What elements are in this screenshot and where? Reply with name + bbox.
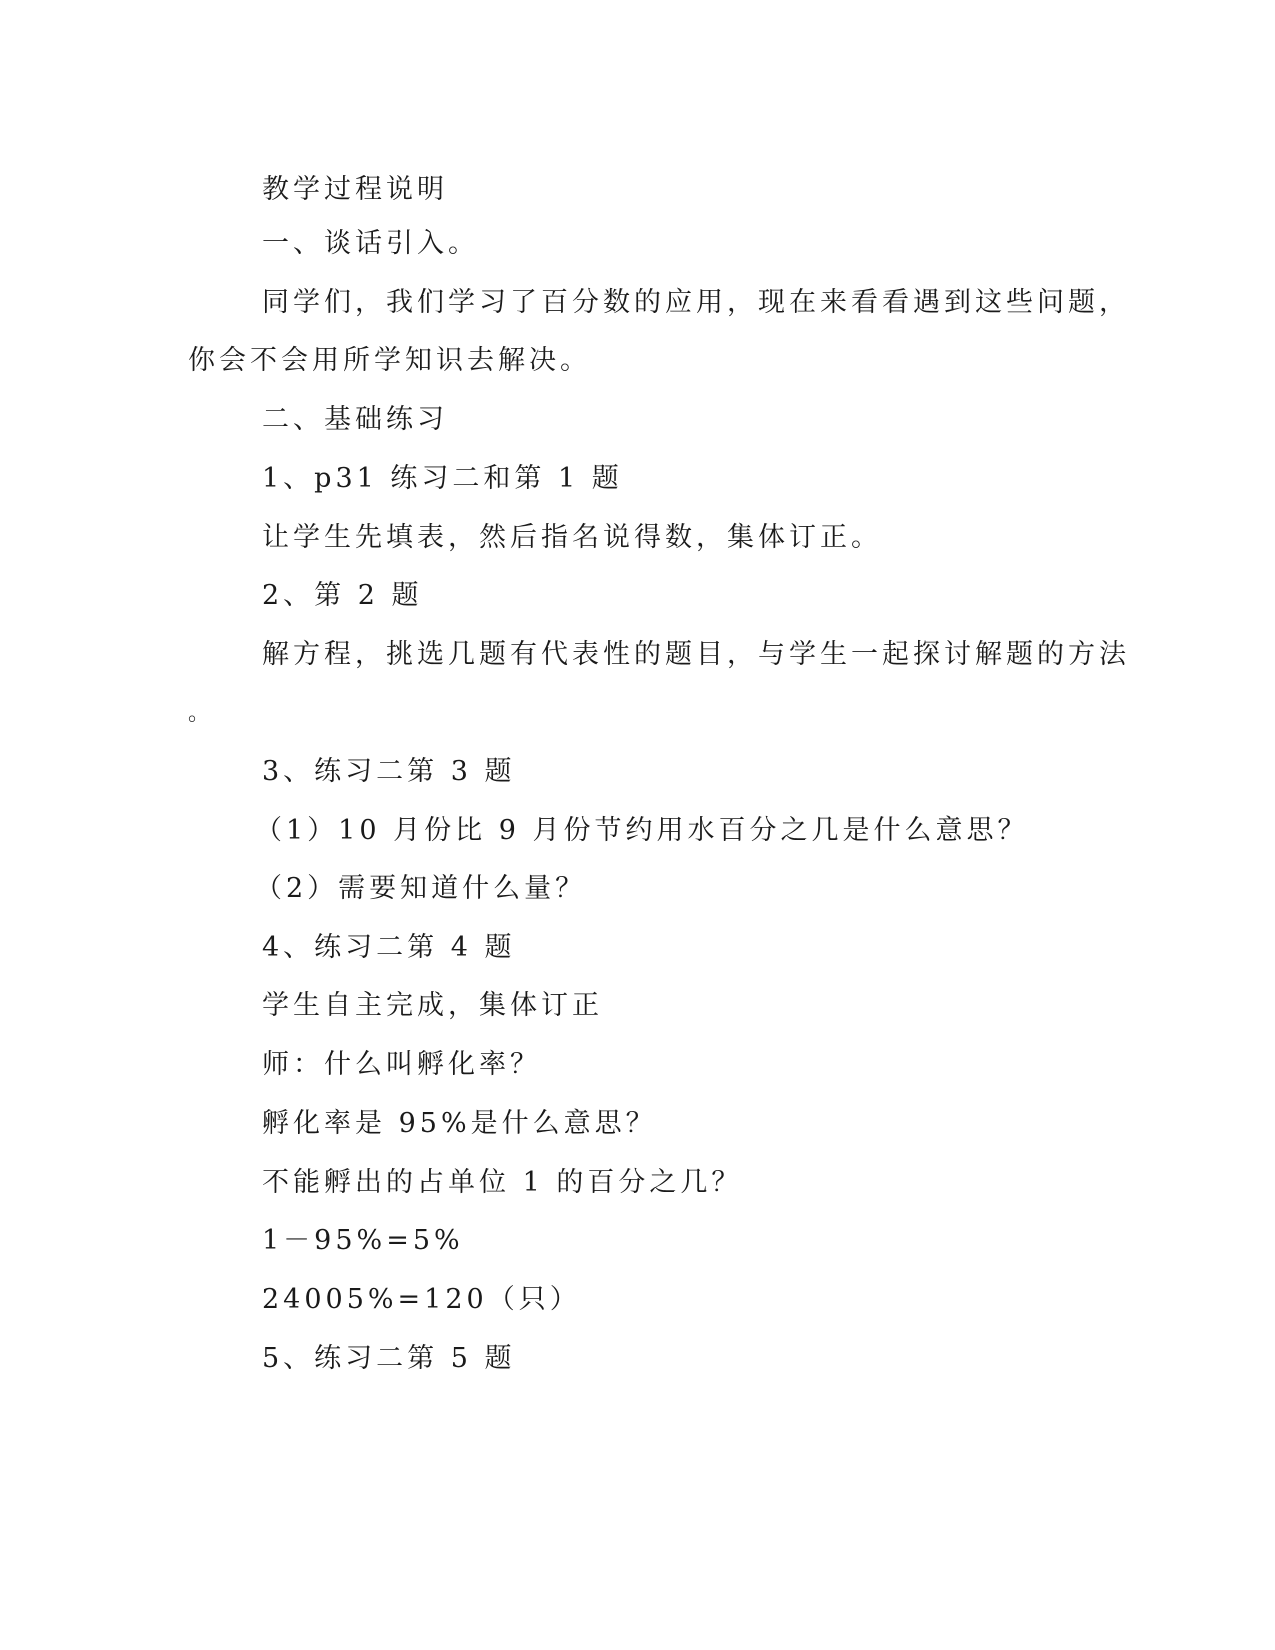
document-title: 教学过程说明 (262, 174, 448, 205)
paragraph-line: 。 (188, 701, 211, 726)
exercise-heading: 3、练习二第 3 题 (262, 756, 516, 787)
question-line: （2）需要知道什么量？ (255, 873, 587, 904)
paragraph-line: 你会不会用所学知识去解决。 (188, 345, 591, 376)
paragraph-line: 让学生先填表，然后指名说得数，集体订正。 (262, 522, 882, 553)
paragraph-line: 不能孵出的占单位 1 的百分之几？ (262, 1167, 743, 1198)
paragraph-line: 学生自主完成，集体订正 (262, 990, 603, 1021)
exercise-heading: 1、p31 练习二和第 1 题 (262, 463, 623, 494)
section-heading: 一、谈话引入。 (262, 228, 479, 259)
question-line: （1）10 月份比 9 月份节约用水百分之几是什么意思？ (255, 815, 1029, 846)
paragraph-line: 孵化率是 95%是什么意思？ (262, 1108, 657, 1139)
equation-line: 1－95%=5% (262, 1225, 464, 1256)
paragraph-line: 师：什么叫孵化率？ (262, 1049, 541, 1080)
exercise-heading: 2、第 2 题 (262, 580, 423, 611)
exercise-heading: 4、练习二第 4 题 (262, 932, 516, 963)
equation-line: 24005%=120（只） (262, 1284, 581, 1315)
paragraph-line: 同学们，我们学习了百分数的应用，现在来看看遇到这些问题， (262, 287, 1130, 318)
section-heading: 二、基础练习 (262, 404, 448, 435)
exercise-heading: 5、练习二第 5 题 (262, 1343, 516, 1374)
paragraph-line: 解方程，挑选几题有代表性的题目，与学生一起探讨解题的方法 (262, 639, 1130, 670)
